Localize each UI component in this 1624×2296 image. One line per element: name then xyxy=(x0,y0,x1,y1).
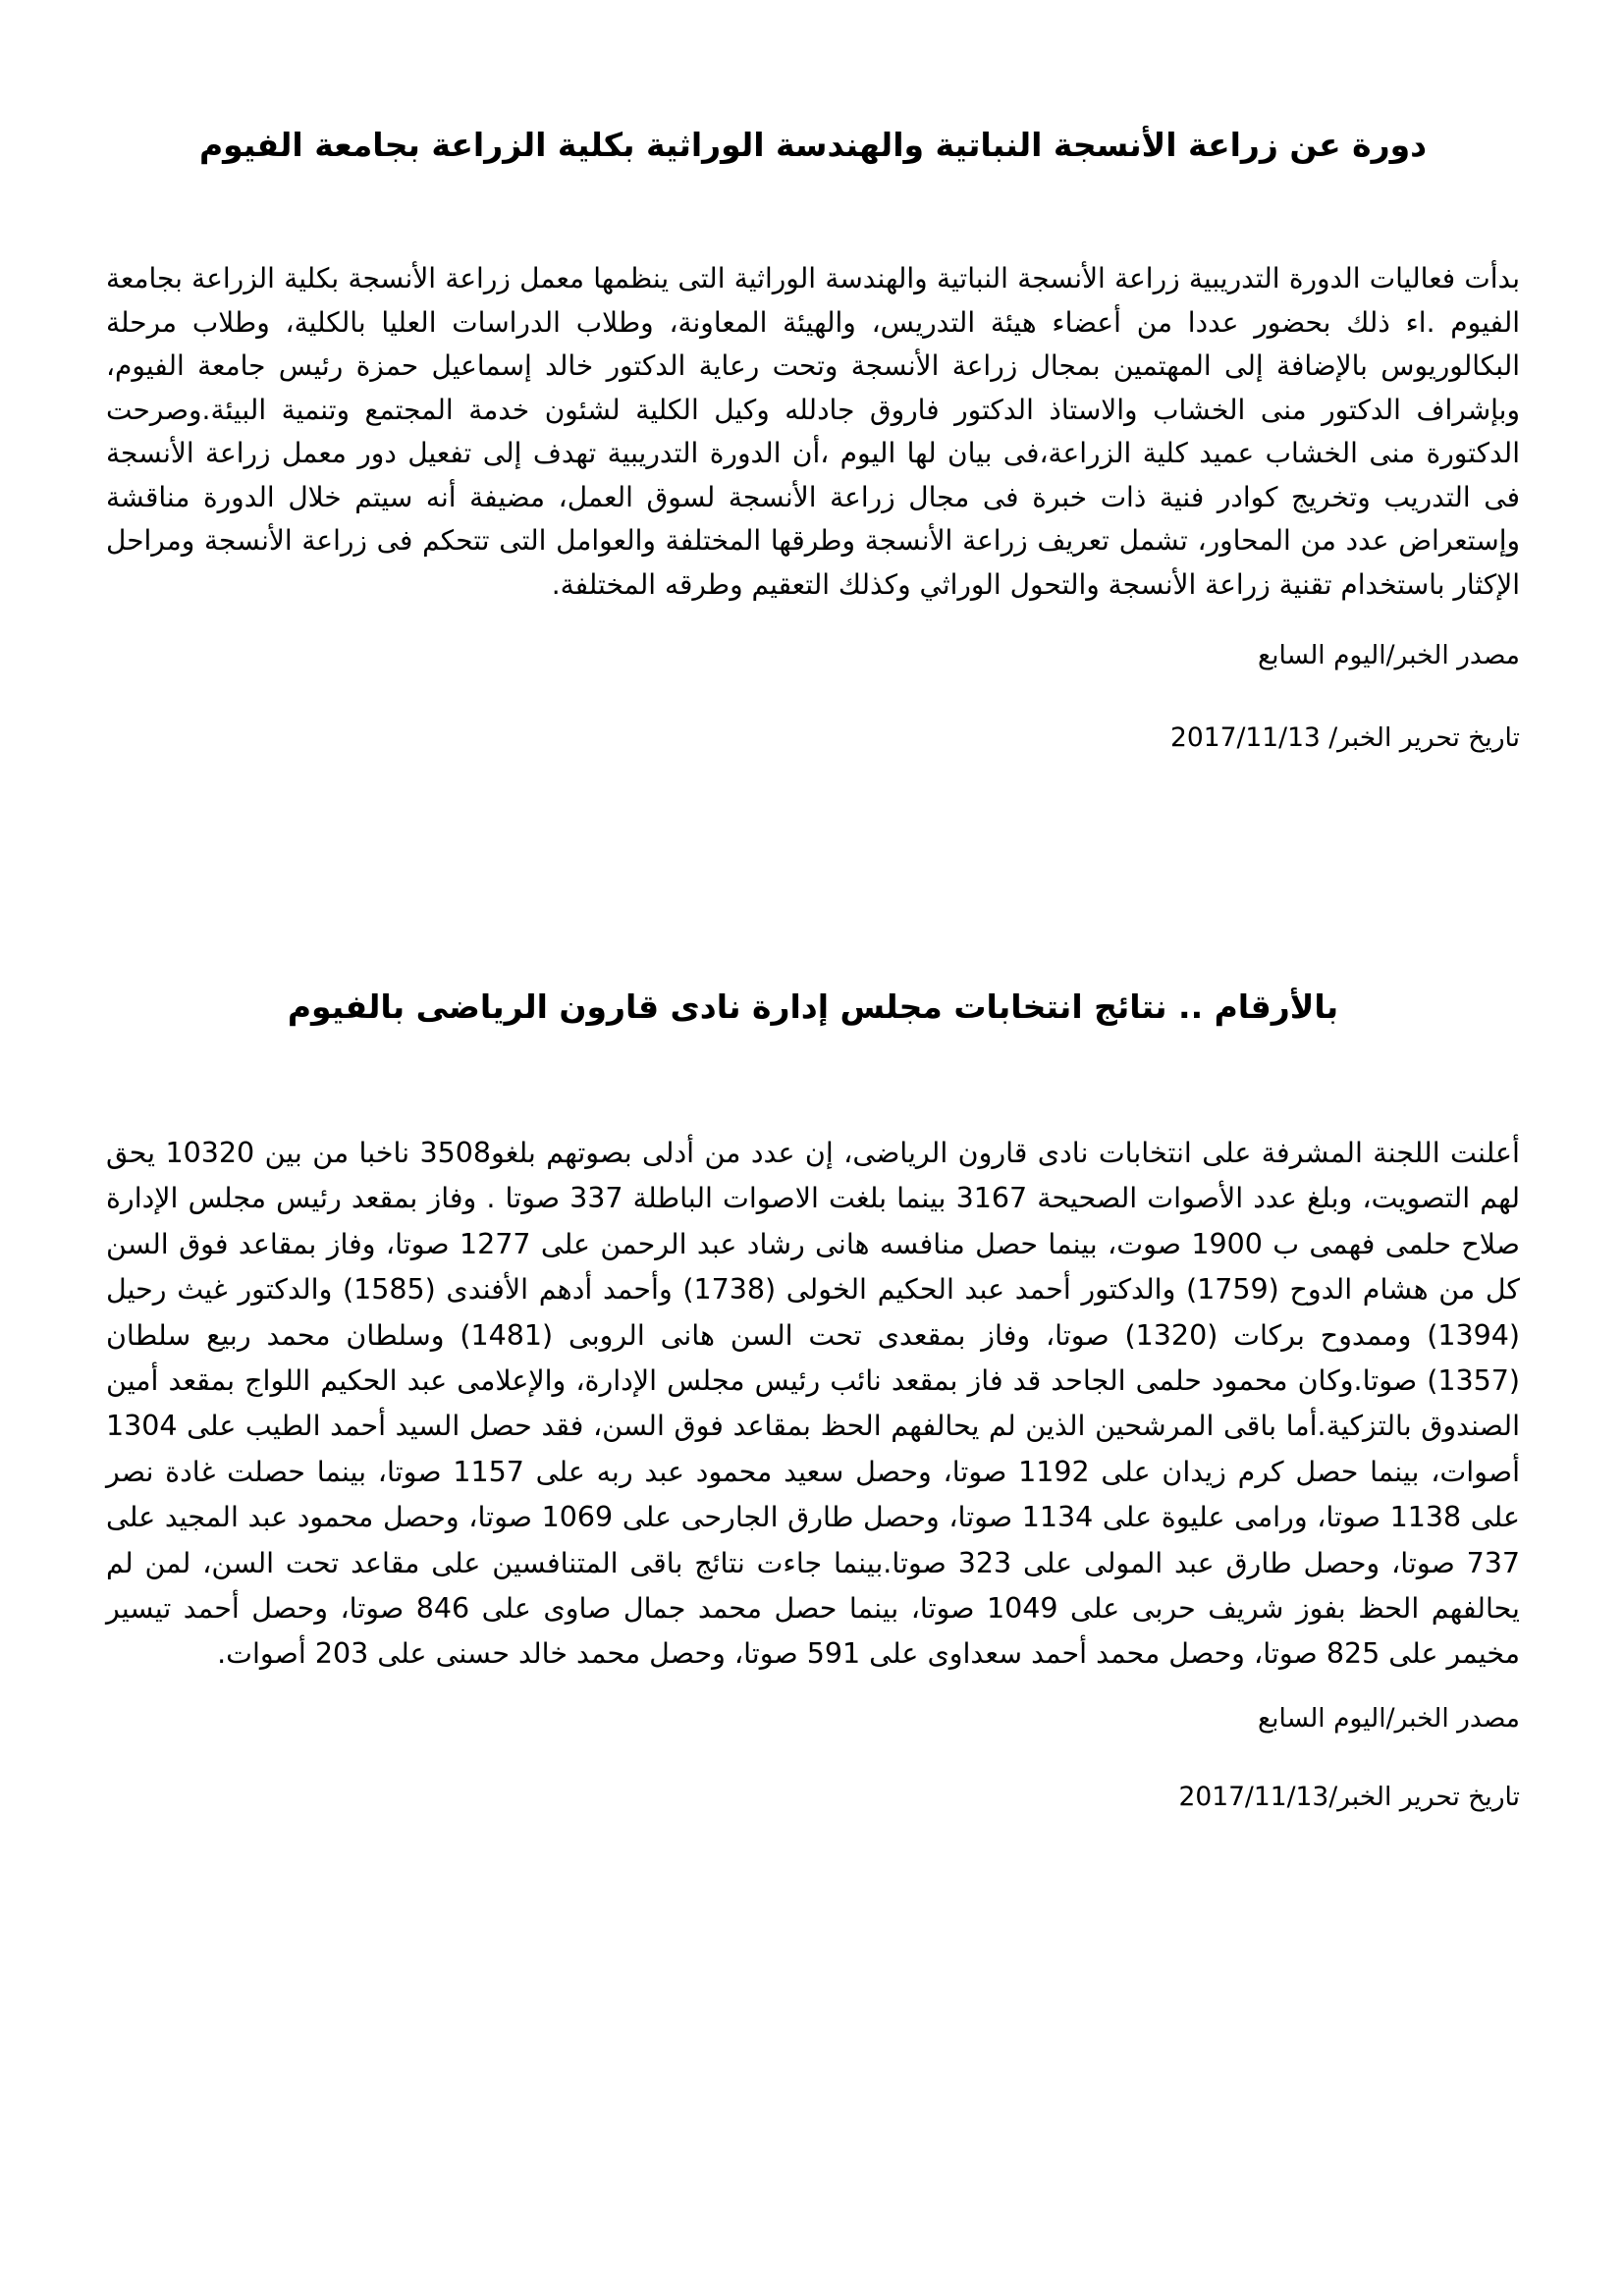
article-date: تاريخ تحرير الخبر/ 2017/11/13 xyxy=(1170,722,1520,753)
article-headline: بالأرقام .. نتائج انتخابات مجلس إدارة نادى قارون الرياضى بالفيوم xyxy=(287,988,1339,1026)
news-article-club-elections xyxy=(106,982,1520,1817)
article-body: أعلنت اللجنة المشرفة على انتخابات نادى قارون الرياضى، إن عدد من أدلى بصوتهم بلغو3508 ناخبا من بين 10320 يحق لهم التصويت، وبلغ عدد الأصوات الصحيحة 3167 بينما بلغت الاصوات الباطلة 337 صوتا . وفاز بمقعد رئيس مجلس الإدارة صلاح حلمى فهمى ب 1900 صوت، بينما حصل منافسه هانى رشاد عبد الرحمن على 1277 صوتا، وفاز بمقاعد فوق السن كل من هشام الدوح (1759) والدكتور أحمد عبد الحكيم الخولى (1738) وأحمد أدهم الأفندى (1585) والدكتور غيث رحيل (1394) وممدوح بركات (1320) صوتا، وفاز بمقعدى تحت السن هانى الروبى (1481) وسلطان محمد ربيع سلطان (1357) صوتا.وكان محمود حلمى الجاحد قد فاز بمقعد نائب رئيس مجلس الإدارة، والإعلامى عبد الحكيم اللواج بمقعد أمين الصندوق بالتزكية.أما باقى المرشحين الذين لم يحالفهم الحظ بمقاعد فوق السن، فقد حصل السيد أحمد الطيب على 1304 أصوات، بينما حصل كرم زيدان على 1192 صوتا، وحصل سعيد محمود عبد ربه على 1157 صوتا، بينما حصلت غادة نصر على 1138 صوتا، ورامى عليوة على 1134 صوتا، وحصل طارق الجارحى على 1069 صوتا، وحصل محمود عبد المجيد على 737 صوتا، وحصل طارق عبد المولى على 323 صوتا.بينما جاءت نتائج باقى المتنافسين على مقاعد تحت السن، لمن لم يحالفهم الحظ بفوز شريف حربى على 1049 صوتا، بينما حصل محمد جمال صاوى على 846 صوتا، وحصل أحمد تيسير مخيمر على 825 صوتا، وحصل محمد أحمد سعداوى على 591 صوتا، وحصل محمد خالد حسنى على 203 أصوات. xyxy=(106,1137,1521,1671)
article-date: تاريخ تحرير الخبر/2017/11/13 xyxy=(1178,1781,1520,1812)
article-source: مصدر الخبر/اليوم السابع xyxy=(1258,640,1520,670)
news-article-tissue-culture-course xyxy=(106,120,1520,758)
article-source: مصدر الخبر/اليوم السابع xyxy=(1258,1702,1520,1734)
article-headline: دورة عن زراعة الأنسجة النباتية والهندسة الوراثية بكلية الزراعة بجامعة الفيوم xyxy=(198,126,1428,164)
article-body: بدأت فعاليات الدورة التدريبية زراعة الأنسجة النباتية والهندسة الوراثية التى ينظمها معمل زراعة الأنسجة بكلية الزراعة بجامعة الفيوم .اء ذلك بحضور عددا من أعضاء هيئة التدريس، والهيئة المعاونة، وطلاب الدراسات العليا بالكلية، وطلاب مرحلة البكالوريوس بالإضافة إلى المهتمين بمجال زراعة الأنسجة وتحت رعاية الدكتور خالد إسماعيل حمزة رئيس جامعة الفيوم، وبإشراف الدكتور منى الخشاب والاستاذ الدكتور فاروق جادلله وكيل الكلية لشئون خدمة المجتمع وتنمية البيئة.وصرحت الدكتورة منى الخشاب عميد كلية الزراعة،فى بيان لها اليوم ،أن الدورة التدريبية تهدف إلى تفعيل دور معمل زراعة الأنسجة فى التدريب وتخريج كوادر فنية ذات خبرة فى مجال زراعة الأنسجة لسوق العمل، مضيفة أنه سيتم خلال الدورة مناقشة وإستعراض عدد من المحاور، تشمل تعريف زراعة الأنسجة وطرقها المختلفة والعوامل التى تتحكم فى زراعة الأنسجة ومراحل الإكثار باستخدام تقنية زراعة الأنسجة والتحول الوراثي وكذلك التعقيم وطرقه المختلفة. xyxy=(106,262,1520,601)
